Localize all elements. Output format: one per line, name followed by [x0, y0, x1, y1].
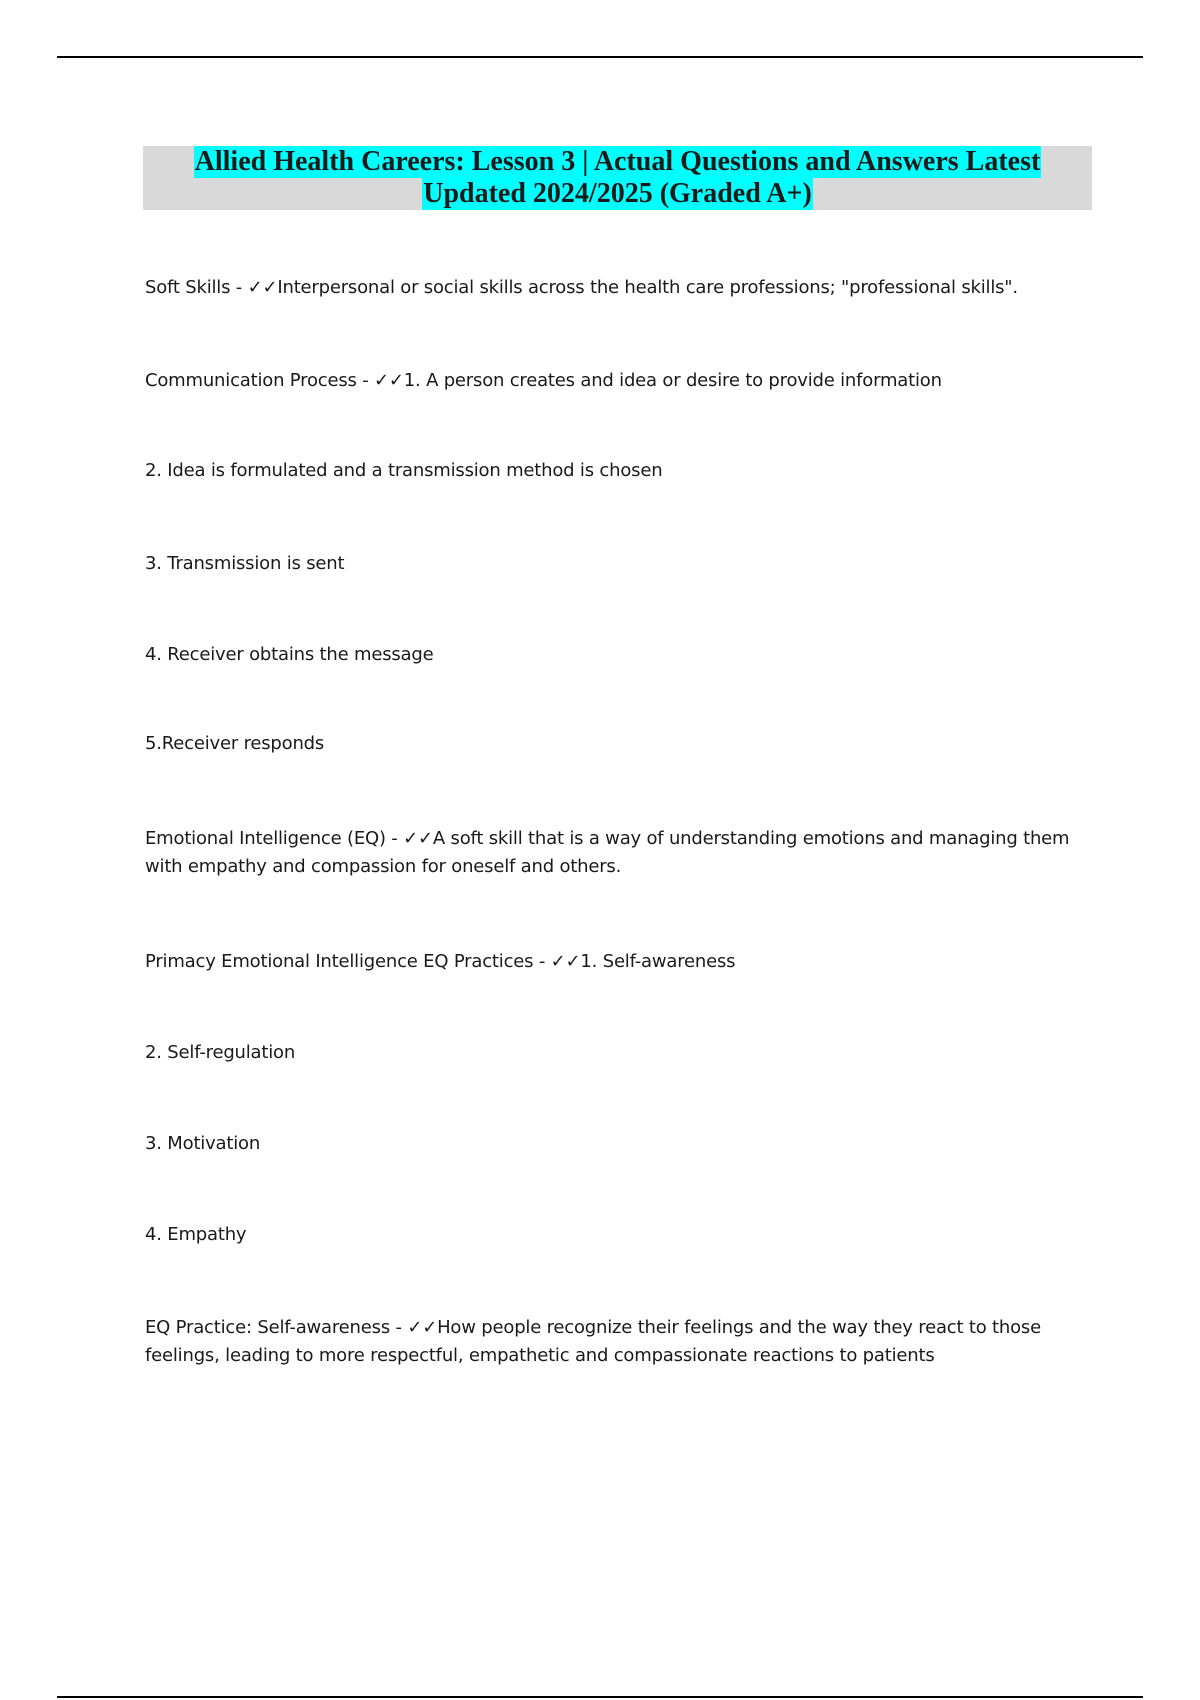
entry-eq-practice-2: 2. Self-regulation — [145, 1042, 296, 1063]
entry-communication-step-2: 2. Idea is formulated and a transmission method is chosen — [145, 460, 663, 481]
header-rule — [57, 56, 1143, 58]
entry-communication-step-5: 5.Receiver responds — [145, 733, 325, 754]
entry-soft-skills: Soft Skills - ✓✓Interpersonal or social skills across the health care professions; "professional skills". — [145, 277, 1018, 298]
entry-eq-practice-4: 4. Empathy — [145, 1224, 247, 1245]
entry-communication-step-4: 4. Receiver obtains the message — [145, 644, 434, 665]
entry-emotional-intelligence: Emotional Intelligence (EQ) - ✓✓A soft skill that is a way of understanding emotions and managing them with empathy and compassion for oneself and others. — [145, 828, 1070, 877]
document-title-line-1: Allied Health Careers: Lesson 3 | Actual Questions and Answers Latest — [194, 146, 1041, 177]
entry-primacy-eq-practices: Primacy Emotional Intelligence EQ Practices - ✓✓1. Self-awareness — [145, 951, 736, 972]
document-title-banner — [143, 146, 1092, 210]
entry-communication-step-3: 3. Transmission is sent — [145, 553, 345, 574]
document-title-line-2: Updated 2024/2025 (Graded A+) — [423, 178, 812, 209]
entry-eq-practice-3: 3. Motivation — [145, 1133, 261, 1154]
entry-communication-process: Communication Process - ✓✓1. A person creates and idea or desire to provide information — [145, 370, 942, 391]
footer-rule — [57, 1696, 1143, 1698]
entry-eq-self-awareness: EQ Practice: Self-awareness - ✓✓How people recognize their feelings and the way they react to those feelings, leading to more respectful, empathetic and compassionate reactions to patients — [145, 1317, 1041, 1366]
